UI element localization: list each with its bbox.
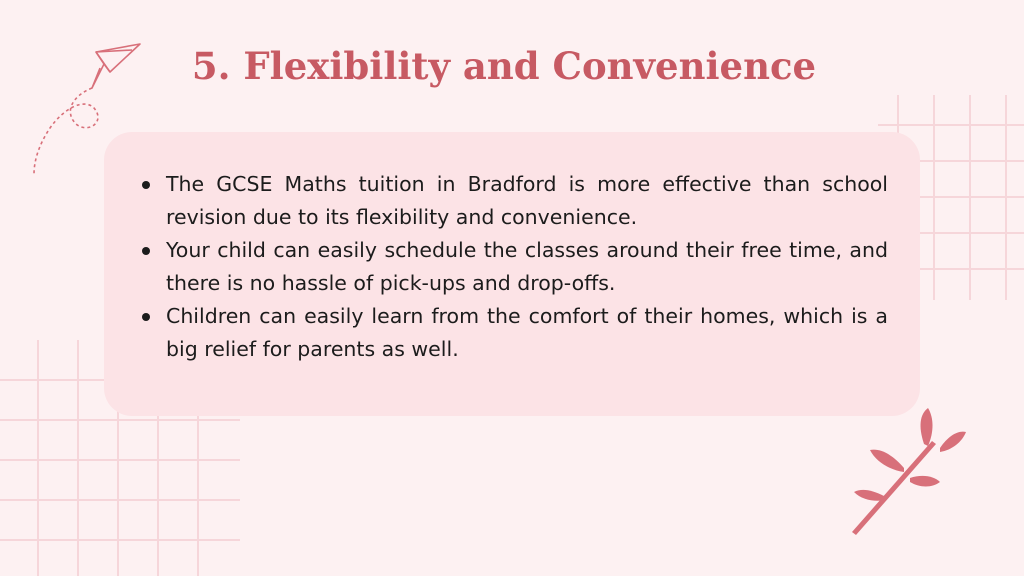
bullet-dot-icon (142, 247, 150, 255)
bullet-text: Your child can easily schedule the classes around their free time, and there is no hassle of pick-ups and drop-offs. (166, 238, 888, 295)
bullet-dot-icon (142, 181, 150, 189)
bullet-item (140, 234, 888, 300)
bullet-item (140, 168, 888, 234)
bullet-text: Children can easily learn from the comfort of their homes, which is a big relief for parents as well. (166, 304, 888, 361)
leaf-sprig-icon (840, 404, 970, 544)
bullet-dot-icon (142, 313, 150, 321)
bullet-list (140, 168, 888, 366)
bullet-text: The GCSE Maths tuition in Bradford is more effective than school revision due to its flexibility and convenience. (166, 172, 888, 229)
slide-title: 5. Flexibility and Convenience (191, 44, 817, 88)
bullet-item (140, 300, 888, 366)
